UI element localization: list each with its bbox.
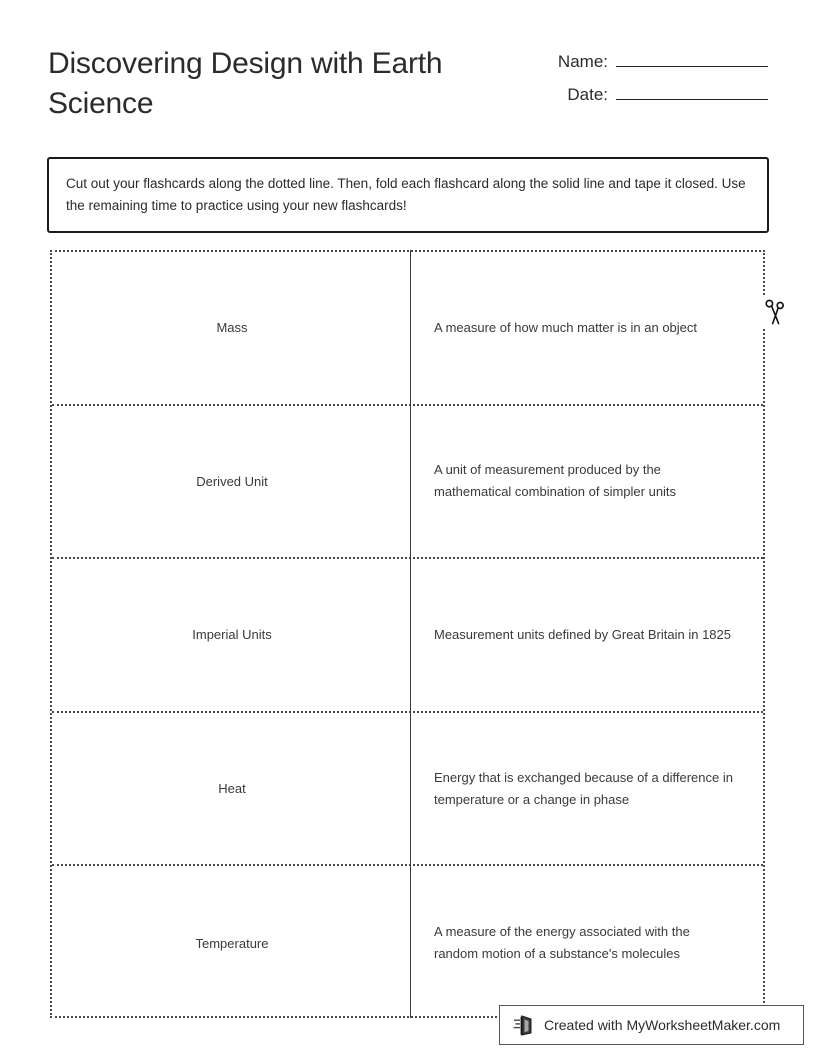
table-row xyxy=(52,866,763,1020)
flashcard-term: Heat xyxy=(218,781,246,797)
flashcard-definition-cell xyxy=(412,252,763,404)
watermark-badge xyxy=(499,1005,804,1045)
table-row xyxy=(52,559,763,713)
flashcard-definition-cell xyxy=(412,406,763,558)
watermark-text: Created with MyWorksheetMaker.com xyxy=(544,1017,781,1033)
flashcard-term-cell xyxy=(52,713,412,865)
flashcard-grid xyxy=(50,250,765,1018)
table-row xyxy=(52,252,763,406)
flashcard-term-cell xyxy=(52,866,412,1020)
flashcard-term: Temperature xyxy=(195,935,269,951)
flashcard-term: Imperial Units xyxy=(192,627,272,643)
name-date-block xyxy=(508,50,768,116)
instructions-box xyxy=(47,157,769,233)
table-row xyxy=(52,406,763,560)
flashcard-term-cell xyxy=(52,559,412,711)
flashcard-definition: Measurement units defined by Great Britain in 1825 xyxy=(434,626,732,642)
flashcard-definition-cell xyxy=(412,866,763,1020)
fold-line xyxy=(410,250,411,1018)
flashcard-definition-cell xyxy=(412,713,763,865)
table-row xyxy=(52,713,763,867)
flashcard-definition: A measure of how much matter is in an object xyxy=(434,319,698,335)
name-label: Name: xyxy=(557,52,608,71)
worksheet-maker-logo-icon xyxy=(513,1014,535,1036)
name-input[interactable] xyxy=(616,50,768,67)
flashcard-definition-cell xyxy=(412,559,763,711)
instructions-text: Cut out your flashcards along the dotted line. Then, fold each flashcard along the solid line and tape it closed. Use the remaining time to practice using your new flashcards! xyxy=(66,176,746,213)
date-input[interactable] xyxy=(616,83,768,100)
flashcard-term-cell xyxy=(52,406,412,558)
page-title: Discovering Design with Earth Science xyxy=(48,47,443,120)
name-row xyxy=(508,50,768,72)
flashcard-term-cell xyxy=(52,252,412,404)
flashcard-term: Mass xyxy=(216,320,248,336)
worksheet-header xyxy=(48,44,768,140)
date-label: Date: xyxy=(567,85,608,104)
date-row xyxy=(508,83,768,105)
flashcard-definition: Energy that is exchanged because of a difference in temperature or a change in phase xyxy=(434,769,733,807)
scissors-icon xyxy=(762,296,788,328)
flashcard-definition: A measure of the energy associated with the random motion of a substance's molecules xyxy=(434,924,690,962)
flashcard-definition: A unit of measurement produced by the mathematical combination of simpler units xyxy=(434,462,677,500)
flashcard-term: Derived Unit xyxy=(196,473,268,489)
